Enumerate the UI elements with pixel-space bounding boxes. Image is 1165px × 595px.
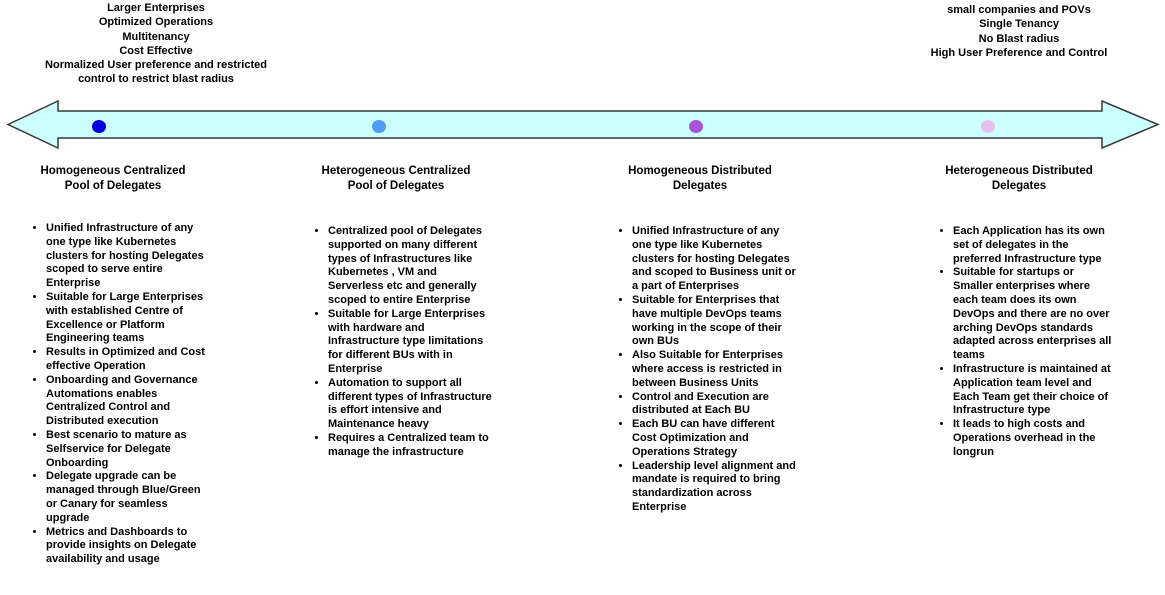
bullet-item: • Requires a Centralized team to manage the infrastructure <box>328 432 494 460</box>
bullet-item: • Suitable for Large Enterprises with hardware and Infrastructure type limitations for different BUs with in Enterprise <box>328 308 494 377</box>
bullet-item: • Infrastructure is maintained at Application team level and Each Team get their choice of Infrastructure type <box>953 363 1115 418</box>
homogeneous-distributed-dot <box>689 120 703 133</box>
column-homogeneous-distributed <box>602 164 798 515</box>
annotation-line: small companies and POVs <box>947 4 1091 16</box>
heterogeneous-distributed-dot <box>981 120 995 133</box>
bullet-item: • Results in Optimized and Cost effective Operation <box>46 346 210 374</box>
spectrum-arrow <box>0 100 1165 149</box>
annotation-line: No Blast radius <box>978 32 1060 45</box>
bullet-item: • Also Suitable for Enterprises where access is restricted in between Business Units <box>632 349 798 390</box>
bullet-item: • Unified Infrastructure of any one type like Kubernetes clusters for hosting Delegates scoped to serve entire Enterprise <box>46 222 210 291</box>
heterogeneous-centralized-dot <box>372 120 386 133</box>
bullet-item: • Each Application has its own set of delegates in the preferred Infrastructure type <box>953 225 1115 266</box>
bullet-item: • Onboarding and Governance Automations enables Centralized Control and Distributed execution <box>46 374 210 429</box>
column-homogeneous-centralized <box>16 164 210 567</box>
column-title-line: Heterogeneous Distributed <box>945 165 1093 177</box>
bullet-item: • Centralized pool of Delegates supported on many different types of Infrastructures like Kubernetes , VM and Serverless etc and generally scoped to entire Enterprise <box>328 225 494 308</box>
annotation-line: High User Preference and Control <box>930 46 1108 59</box>
spectrum-dots <box>0 100 1165 149</box>
annotation-line: Single Tenancy <box>979 18 1059 31</box>
annotation-line: Optimized Operations <box>98 16 214 29</box>
annotation-right-small-companies <box>921 3 1117 60</box>
annotation-line: control to restrict blast radius <box>78 73 234 86</box>
annotation-left-enterprise <box>31 1 281 87</box>
column-title <box>923 164 1115 194</box>
annotation-line: Cost Effective <box>119 44 193 57</box>
bullet-item: • Leadership level alignment and mandate is required to bring standardization across Enterprise <box>632 460 798 515</box>
bullet-item: • Control and Execution are distributed at Each BU <box>632 391 798 419</box>
annotation-line: Multitenancy <box>122 30 190 43</box>
column-heterogeneous-distributed <box>923 164 1115 460</box>
column-title-line: Delegates <box>991 180 1047 192</box>
column-title <box>16 164 210 194</box>
homogeneous-centralized-dot <box>92 120 106 133</box>
column-title <box>602 164 798 194</box>
column-title-line: Pool of Delegates <box>347 180 445 192</box>
column-title <box>298 164 494 194</box>
column-bullet-list <box>602 225 798 515</box>
column-bullet-list <box>298 225 494 460</box>
column-bullet-list <box>923 225 1115 460</box>
bullet-item: • Automation to support all different types of Infrastructure is effort intensive and Maintenance heavy <box>328 377 494 432</box>
bullet-item: • Delegate upgrade can be managed through Blue/Green or Canary for seamless upgrade <box>46 470 210 525</box>
column-title-line: Pool of Delegates <box>64 180 162 192</box>
bullet-item: • It leads to high costs and Operations overhead in the longrun <box>953 418 1115 459</box>
column-title-line: Heterogeneous Centralized <box>321 165 471 177</box>
column-title-line: Homogeneous Distributed <box>628 165 772 177</box>
annotation-line: Normalized User preference and restricted <box>45 59 267 72</box>
bullet-item: • Suitable for startups or Smaller enterprises where each team does its own DevOps and there are no over arching DevOps standards adapted across enterprises all teams <box>953 266 1115 363</box>
bullet-item: • Metrics and Dashboards to provide insights on Delegate availability and usage <box>46 526 210 567</box>
column-bullet-list <box>16 222 210 567</box>
column-heterogeneous-centralized <box>298 164 494 460</box>
column-title-line: Homogeneous Centralized <box>40 165 186 177</box>
bullet-item: • Each BU can have different Cost Optimization and Operations Strategy <box>632 418 798 459</box>
column-title-line: Delegates <box>672 180 728 192</box>
bullet-item: • Unified Infrastructure of any one type like Kubernetes clusters for hosting Delegates and scoped to Business unit or a part of Enterprises <box>632 225 798 294</box>
bullet-item: • Suitable for Enterprises that have multiple DevOps teams working in the scope of their own BUs <box>632 294 798 349</box>
bullet-item: • Suitable for Large Enterprises with established Centre of Excellence or Platform Engineering teams <box>46 291 210 346</box>
annotation-line: Larger Enterprises <box>107 2 205 14</box>
bullet-item: • Best scenario to mature as Selfservice for Delegate Onboarding <box>46 429 210 470</box>
